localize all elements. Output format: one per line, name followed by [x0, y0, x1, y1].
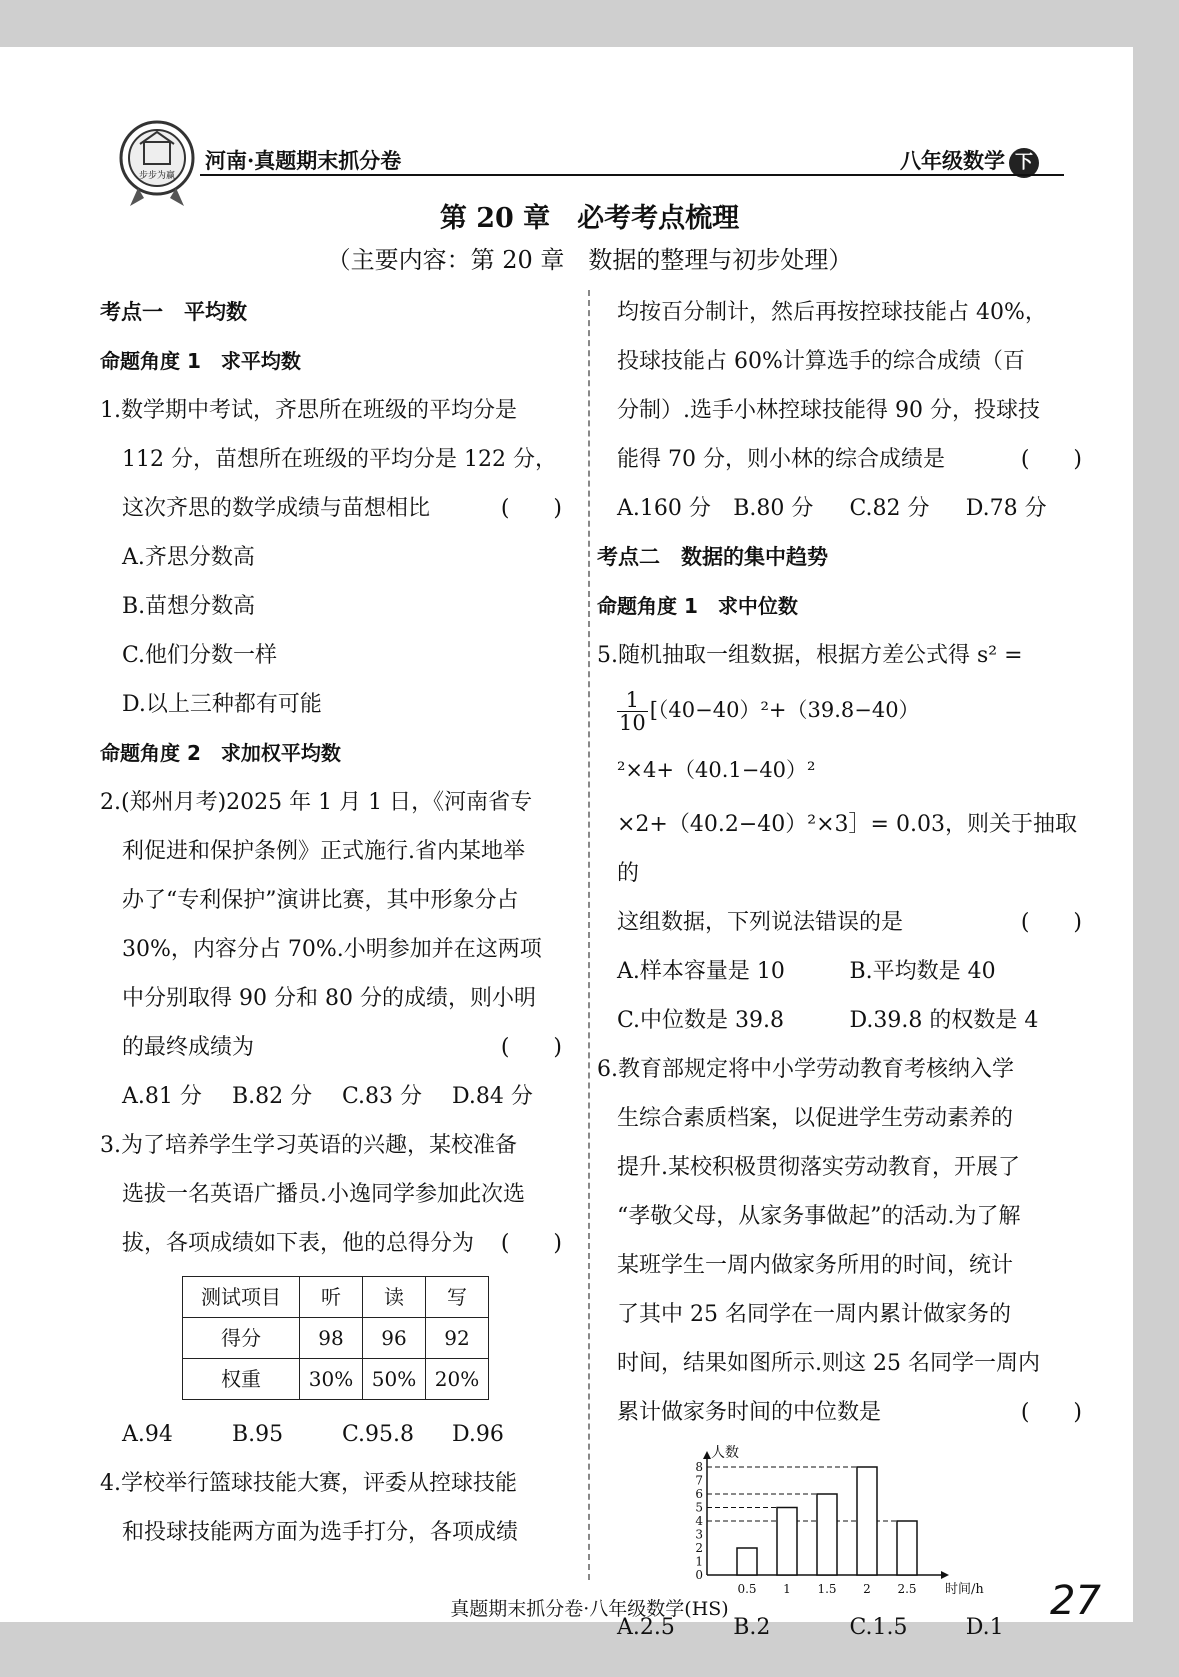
grade-text: 八年级数学	[900, 148, 1005, 173]
question-text: 6.教育部规定将中小学劳动教育考核纳入学	[597, 1057, 1014, 1082]
question-text: 办了“专利保护”演讲比赛，其中形象分占	[122, 888, 519, 913]
y-tick-label: 7	[695, 1473, 703, 1488]
x-tick-label: 1.5	[817, 1582, 837, 1596]
x-tick-label: 0.5	[737, 1582, 757, 1596]
option-b: B.平均数是 40	[849, 959, 996, 984]
table-cell: 98	[300, 1318, 363, 1359]
bar-chart	[677, 1443, 984, 1603]
header-rule	[200, 174, 1064, 176]
table-row	[183, 1318, 489, 1359]
table-cell: 50%	[363, 1359, 426, 1400]
table-cell: 写	[426, 1277, 489, 1318]
option-a: A.94	[122, 1422, 173, 1447]
table-cell: 听	[300, 1277, 363, 1318]
question-text: 4.学校举行篮球技能大赛，评委从控球技能	[100, 1471, 517, 1496]
option-a: A.样本容量是 10	[617, 959, 785, 984]
option-b: B.2	[733, 1615, 771, 1640]
question-text: 均按百分制计，然后再按控球技能占 40%，	[617, 300, 1047, 325]
table-row	[183, 1277, 489, 1318]
page-title: 第 20 章 必考考点梳理	[439, 203, 740, 234]
grade-label	[900, 145, 1039, 178]
answer-blank: ( )	[500, 1231, 562, 1256]
option-d: D.以上三种都有可能	[122, 692, 322, 717]
volume-mark: 下	[1009, 148, 1039, 178]
question-text: 这组数据，下列说法错误的是	[617, 910, 904, 935]
question-text: 提升.某校积极贯彻落实劳动教育，开展了	[617, 1155, 1020, 1180]
answer-blank: ( )	[500, 496, 562, 521]
y-tick-label: 6	[695, 1487, 703, 1501]
options-row	[100, 1072, 562, 1121]
question-text: 这次齐思的数学成绩与苗想相比	[122, 496, 431, 521]
option-c: C.中位数是 39.8	[617, 1008, 785, 1033]
right-column	[597, 288, 1082, 1652]
angle-heading: 命题角度 2 求加权平均数	[100, 741, 341, 765]
x-axis-label: 时间/h	[945, 1582, 984, 1597]
question-text: 3.为了培养学生学习英语的兴趣，某校准备	[100, 1133, 517, 1158]
question-text: 利促进和保护条例》正式施行.省内某地举	[122, 839, 525, 864]
angle-heading: 命题角度 1 求平均数	[100, 349, 301, 373]
y-tick-label: 8	[695, 1460, 703, 1474]
question-text: 拔，各项成绩如下表，他的总得分为	[122, 1231, 475, 1256]
question-text: ×2+（40.2−40）²×3］= 0.03，则关于抽取的	[617, 812, 1077, 886]
answer-blank: ( )	[1020, 447, 1082, 472]
bar	[817, 1494, 837, 1575]
question-6	[597, 1045, 1082, 1652]
table-row	[183, 1359, 489, 1400]
x-tick-label: 1	[783, 1582, 791, 1596]
page-number: 27	[1050, 1578, 1101, 1624]
question-text: 1.数学期中考试，齐思所在班级的平均分是	[100, 398, 517, 423]
y-tick-label: 2	[695, 1541, 703, 1555]
option-d: D.84 分	[452, 1084, 533, 1109]
question-text: 时间，结果如图所示.则这 25 名同学一周内	[617, 1351, 1040, 1376]
question-text-line	[100, 1219, 562, 1268]
table-cell: 30%	[300, 1359, 363, 1400]
logo-badge-icon	[112, 118, 202, 208]
option-c: C.82 分	[849, 496, 930, 521]
section-heading: 考点一 平均数	[100, 300, 247, 324]
column-divider	[588, 290, 590, 1580]
page-subtitle: （主要内容：第 20 章 数据的整理与初步处理）	[326, 246, 853, 274]
answer-blank: ( )	[1020, 910, 1082, 935]
question-text: 选拔一名英语广播员.小逸同学参加此次选	[122, 1182, 525, 1207]
question-text: 中分别取得 90 分和 80 分的成绩，则小明	[122, 986, 536, 1011]
option-d: D.1	[965, 1615, 1004, 1640]
section-heading: 考点二 数据的集中趋势	[597, 545, 828, 569]
question-1	[100, 386, 562, 729]
formula-line	[617, 680, 1082, 800]
question-text: 5.随机抽取一组数据，根据方差公式得 s² =	[597, 643, 1023, 668]
option-a: A.2.5	[617, 1615, 675, 1640]
option-c: C.83 分	[342, 1084, 423, 1109]
fraction-numerator: 1	[617, 689, 648, 712]
question-text: 和投球技能两方面为选手打分，各项成绩	[122, 1520, 519, 1545]
bar	[857, 1467, 877, 1575]
angle-heading: 命题角度 1 求中位数	[597, 594, 798, 618]
bar	[777, 1508, 797, 1576]
table-cell: 20%	[426, 1359, 489, 1400]
option-d: D.96	[452, 1422, 504, 1447]
question-text: 分制）.选手小林控球技能得 90 分，投球技	[617, 398, 1040, 423]
option-c: C.95.8	[342, 1422, 415, 1447]
question-text: 能得 70 分，则小林的综合成绩是	[617, 447, 945, 472]
question-text: 投球技能占 60%计算选手的综合成绩（百	[617, 349, 1025, 374]
table-cell: 读	[363, 1277, 426, 1318]
question-text: 30%，内容分占 70%.小明参加并在这两项	[122, 937, 542, 962]
option-b: B.苗想分数高	[122, 594, 256, 619]
option-c: C.他们分数一样	[122, 643, 278, 668]
question-text: 生综合素质档案，以促进学生劳动素养的	[617, 1106, 1014, 1131]
brand-title: 河南·真题期末抓分卷	[205, 148, 402, 173]
x-axis-arrow-icon	[941, 1571, 949, 1579]
question-text: 的最终成绩为	[122, 1035, 255, 1060]
option-b: B.95	[232, 1422, 284, 1447]
option-b: B.80 分	[733, 496, 814, 521]
table-cell: 权重	[183, 1359, 300, 1400]
question-text: 2.(郑州月考)2025 年 1 月 1 日，《河南省专	[100, 790, 533, 815]
question-text: “孝敬父母，从家务事做起”的活动.为了解	[617, 1204, 1021, 1229]
question-5	[597, 631, 1082, 1045]
table-cell: 92	[426, 1318, 489, 1359]
formula-text: [（40−40）²+（39.8−40）²×4+（40.1−40）²	[617, 698, 920, 782]
footer-text: 真题期末抓分卷·八年级数学(HS)	[450, 1598, 729, 1620]
question-3	[100, 1121, 562, 1459]
bar	[737, 1548, 757, 1575]
score-table	[182, 1276, 489, 1400]
option-d: D.78 分	[965, 496, 1047, 521]
option-b: B.82 分	[232, 1084, 313, 1109]
x-tick-label: 2.5	[897, 1582, 917, 1596]
options-row	[100, 1410, 562, 1459]
bar	[897, 1521, 917, 1575]
y-tick-label: 4	[695, 1514, 703, 1528]
answer-blank: ( )	[500, 1035, 562, 1060]
badge-text: 步步为赢	[138, 171, 176, 181]
table-cell: 得分	[183, 1318, 300, 1359]
question-2	[100, 778, 562, 1121]
question-text-line	[617, 435, 1082, 484]
question-text-line	[100, 1023, 562, 1072]
fraction-denominator: 10	[619, 711, 646, 735]
option-c: C.1.5	[849, 1615, 908, 1640]
options-row	[617, 947, 1082, 996]
table-cell: 96	[363, 1318, 426, 1359]
left-column	[100, 288, 562, 1557]
option-a: A.齐思分数高	[122, 545, 255, 570]
options-row	[617, 484, 1082, 533]
answer-blank: ( )	[1020, 1400, 1082, 1425]
x-tick-label: 2	[863, 1582, 871, 1596]
question-text-line	[617, 1388, 1082, 1437]
question-text-line	[617, 898, 1082, 947]
y-tick-label: 1	[695, 1554, 703, 1569]
question-text: 累计做家务时间的中位数是	[617, 1400, 882, 1425]
option-d: D.39.8 的权数是 4	[849, 1008, 1039, 1033]
question-text: 了其中 25 名同学在一周内累计做家务的	[617, 1302, 1011, 1327]
table-cell: 测试项目	[183, 1277, 300, 1318]
question-4-continued	[617, 288, 1082, 533]
y-tick-label: 5	[695, 1500, 703, 1515]
options-row	[617, 996, 1082, 1045]
fraction	[617, 689, 648, 734]
option-a: A.160 分	[617, 496, 711, 521]
y-tick-label: 3	[695, 1527, 703, 1542]
option-a: A.81 分	[122, 1084, 202, 1109]
y-tick-label: 0	[695, 1568, 703, 1582]
y-axis-arrow-icon	[703, 1451, 711, 1459]
y-axis-label: 人数	[711, 1445, 739, 1461]
question-text: 某班学生一周内做家务所用的时间，统计	[617, 1253, 1014, 1278]
question-4-start	[100, 1459, 562, 1557]
question-text-line	[100, 484, 562, 533]
question-text: 112 分，苗想所在班级的平均分是 122 分，	[122, 447, 557, 472]
